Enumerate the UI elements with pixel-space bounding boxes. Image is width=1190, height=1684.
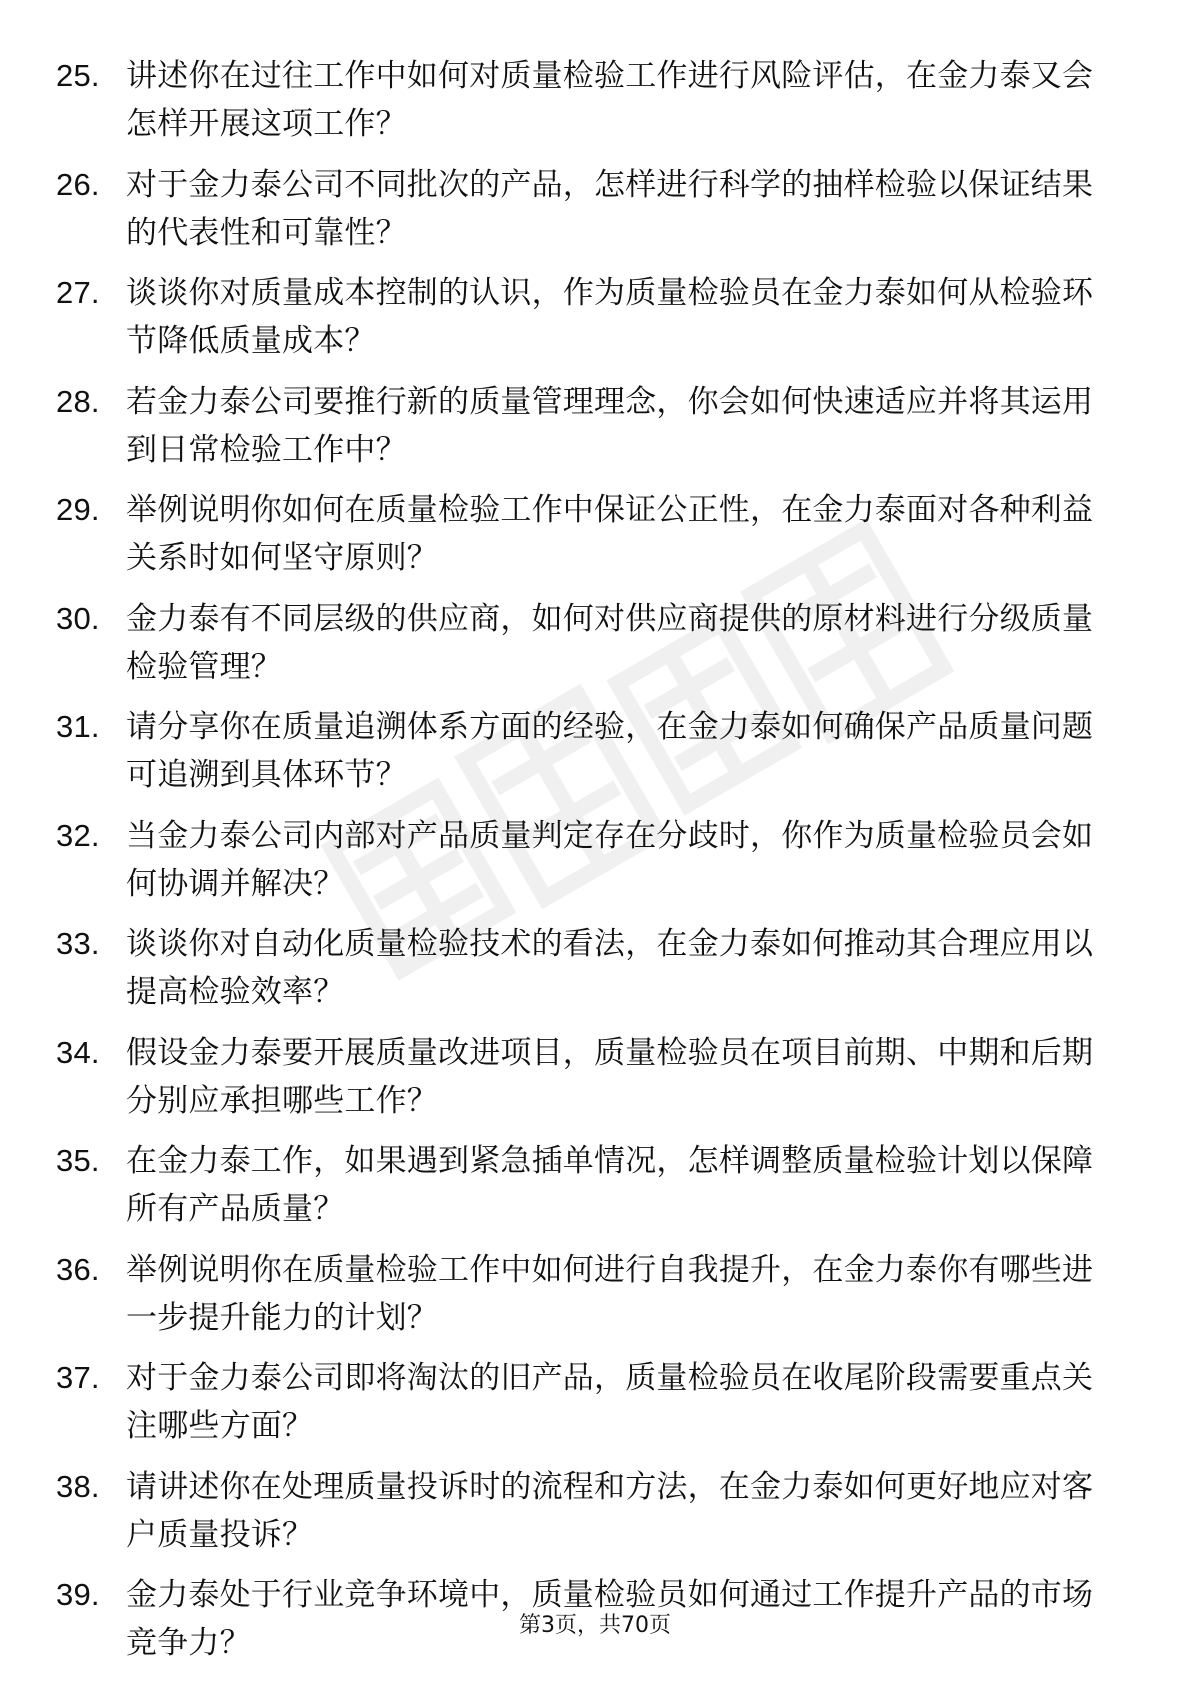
question-number: 38.: [56, 1468, 100, 1504]
list-item: [56, 161, 1116, 257]
list-item: [56, 269, 1116, 365]
question-number: 35.: [56, 1143, 100, 1178]
question-number: 27.: [56, 275, 100, 310]
list-item: [56, 1137, 1116, 1233]
list-item: [56, 1029, 1116, 1125]
question-number: 37.: [56, 1360, 100, 1395]
question-number: 29.: [56, 492, 100, 527]
question-text: 对于金力泰公司即将淘汰的旧产品，质量检验员在收尾阶段需要重点关注哪些方面？: [126, 1360, 1094, 1444]
question-number: 31.: [56, 709, 100, 744]
list-item: [56, 1463, 1116, 1559]
question-text: 请分享你在质量追溯体系方面的经验，在金力泰如何确保产品质量问题可追溯到具体环节？: [126, 709, 1094, 793]
list-item: [56, 486, 1116, 582]
list-item: [56, 52, 1116, 148]
question-number: 26.: [56, 166, 100, 202]
question-text: 讲述你在过往工作中如何对质量检验工作进行风险评估，在金力泰又会怎样开展这项工作？: [126, 58, 1094, 142]
list-item: [56, 378, 1116, 474]
question-text: 金力泰有不同层级的供应商，如何对供应商提供的原材料进行分级质量检验管理？: [126, 600, 1094, 685]
question-list: [56, 52, 1116, 1680]
question-number: 33.: [56, 926, 100, 961]
question-text: 金力泰处于行业竞争环境中，质量检验员如何通过工作提升产品的市场竞争力？: [126, 1577, 1094, 1661]
list-item: [56, 812, 1116, 908]
question-text: 举例说明你在质量检验工作中如何进行自我提升，在金力泰你有哪些进一步提升能力的计划？: [126, 1251, 1094, 1336]
list-item: [56, 703, 1116, 799]
question-number: 28.: [56, 383, 100, 419]
question-text: 在金力泰工作，如果遇到紧急插单情况，怎样调整质量检验计划以保障所有产品质量？: [126, 1143, 1094, 1227]
question-number: 34.: [56, 1034, 100, 1070]
question-text: 若金力泰公司要推行新的质量管理理念，你会如何快速适应并将其运用到日常检验工作中？: [126, 383, 1094, 468]
question-text: 举例说明你如何在质量检验工作中保证公正性，在金力泰面对各种利益关系时如何坚守原则？: [126, 492, 1094, 576]
question-text: 谈谈你对自动化质量检验技术的看法，在金力泰如何推动其合理应用以提高检验效率？: [126, 926, 1094, 1010]
question-text: 对于金力泰公司不同批次的产品，怎样进行科学的抽样检验以保证结果的代表性和可靠性？: [126, 166, 1094, 251]
question-number: 39.: [56, 1577, 100, 1612]
page-footer: 第3页，共70页: [519, 1613, 671, 1638]
question-text: 当金力泰公司内部对产品质量判定存在分歧时，你作为质量检验员会如何协调并解决？: [126, 817, 1094, 902]
question-text: 请讲述你在处理质量投诉时的流程和方法，在金力泰如何更好地应对客户质量投诉？: [126, 1468, 1094, 1553]
question-number: 36.: [56, 1251, 100, 1287]
question-text: 假设金力泰要开展质量改进项目，质量检验员在项目前期、中期和后期分别应承担哪些工作？: [126, 1034, 1094, 1119]
list-item: [56, 1354, 1116, 1450]
list-item: [56, 1246, 1116, 1342]
question-number: 32.: [56, 817, 100, 853]
question-number: 30.: [56, 600, 100, 636]
list-item: [56, 920, 1116, 1016]
list-item: [56, 595, 1116, 691]
question-text: 谈谈你对质量成本控制的认识，作为质量检验员在金力泰如何从检验环节降低质量成本？: [126, 275, 1094, 359]
question-number: 25.: [56, 58, 100, 93]
